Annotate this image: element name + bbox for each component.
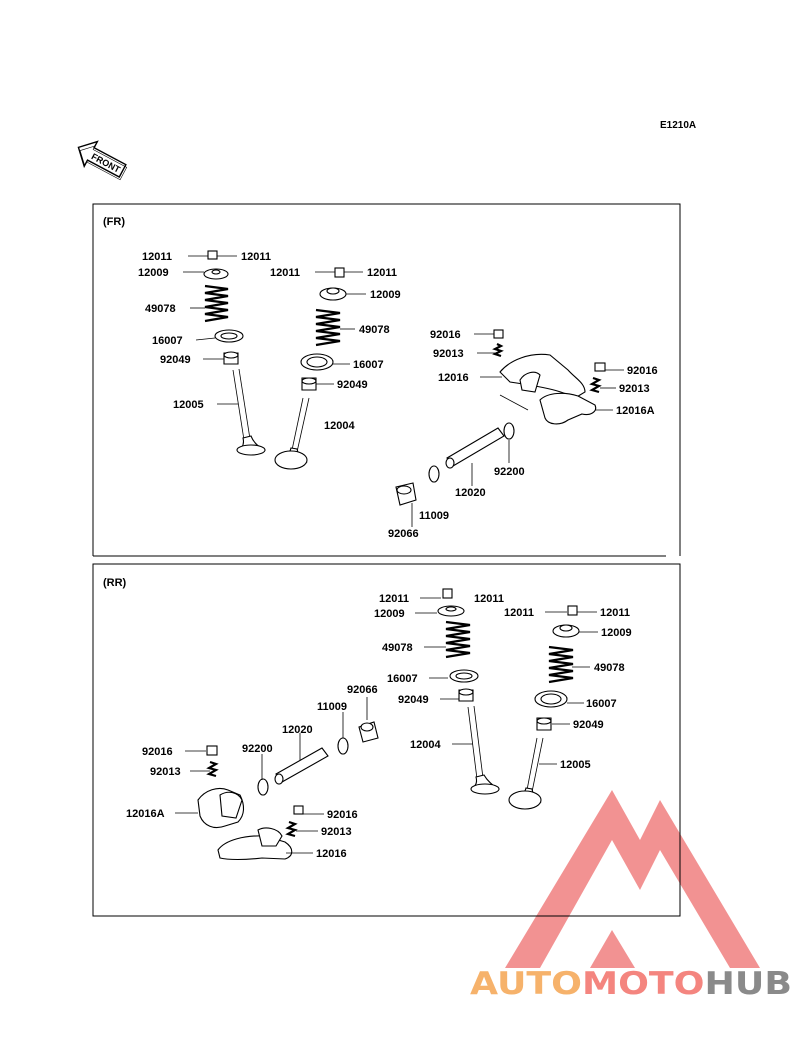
part-label: 92049 <box>160 354 191 366</box>
part-label: 12009 <box>370 289 401 301</box>
part-label: 16007 <box>353 359 384 371</box>
valve-assembly-left <box>438 589 499 794</box>
part-label: 12009 <box>138 267 169 279</box>
part-label: 12020 <box>455 487 486 499</box>
part-label: 92016 <box>327 809 358 821</box>
part-label: 92013 <box>321 826 352 838</box>
part-label: 49078 <box>594 662 625 674</box>
part-label: 49078 <box>382 642 413 654</box>
valve-assembly-right <box>275 268 346 469</box>
part-label: 92066 <box>388 528 419 540</box>
section-title: (RR) <box>103 577 127 589</box>
part-label: 92013 <box>619 383 650 395</box>
part-label: 12004 <box>324 420 355 432</box>
part-label: 12016A <box>126 808 165 820</box>
watermark-logo <box>505 790 760 968</box>
part-label: 49078 <box>359 324 390 336</box>
part-label: 12009 <box>374 608 405 620</box>
part-label: 12011 <box>474 593 504 605</box>
part-label: 12011 <box>367 267 397 279</box>
part-label: 11009 <box>317 701 347 713</box>
rocker-shaft <box>258 722 378 795</box>
part-label: 12016A <box>616 405 655 417</box>
valve-assembly-left <box>204 251 265 455</box>
part-label: 12011 <box>379 593 409 605</box>
part-label: 12016 <box>438 372 469 384</box>
front-arrow-icon <box>72 135 131 184</box>
part-label: 12011 <box>270 267 300 279</box>
part-label: 92200 <box>242 743 273 755</box>
valve-assembly-right <box>509 606 579 809</box>
part-label: 92049 <box>573 719 604 731</box>
part-label: 92016 <box>430 329 461 341</box>
svg-text:AUTOMOTOHUB <box>470 966 792 1002</box>
part-label: 12005 <box>560 759 591 771</box>
rocker-arm-assembly <box>494 330 605 424</box>
watermark-part-1: AUTO <box>470 966 566 1002</box>
part-label: 92049 <box>398 694 429 706</box>
section-title: (FR) <box>103 216 125 228</box>
part-label: 12005 <box>173 399 204 411</box>
part-label: 16007 <box>152 335 183 347</box>
part-label: 12011 <box>504 607 534 619</box>
watermark-text <box>470 966 792 1002</box>
rocker-arm-assembly <box>198 746 303 860</box>
diagram-code: E1210A <box>660 120 697 131</box>
part-label: 92049 <box>337 379 368 391</box>
watermark-part-2: MOTO <box>582 966 687 1002</box>
part-label: 92066 <box>347 684 378 696</box>
part-label: 11009 <box>419 510 449 522</box>
part-label: 12020 <box>282 724 313 736</box>
part-label: 12011 <box>142 251 172 263</box>
watermark-part-3: HUB <box>704 966 780 1002</box>
part-label: 12011 <box>241 251 271 263</box>
part-label: 92200 <box>494 466 525 478</box>
part-label: 12004 <box>410 739 441 751</box>
part-label: 12009 <box>601 627 632 639</box>
part-label: 12011 <box>600 607 630 619</box>
part-label: 16007 <box>387 673 418 685</box>
part-label: 12016 <box>316 848 347 860</box>
part-label: 92016 <box>627 365 658 377</box>
part-label: 92013 <box>433 348 464 360</box>
front-label: FRONT <box>89 151 122 175</box>
part-label: 92013 <box>150 766 181 778</box>
part-label: 49078 <box>145 303 176 315</box>
section-fr <box>93 204 680 556</box>
part-label: 92016 <box>142 746 173 758</box>
part-label: 16007 <box>586 698 617 710</box>
